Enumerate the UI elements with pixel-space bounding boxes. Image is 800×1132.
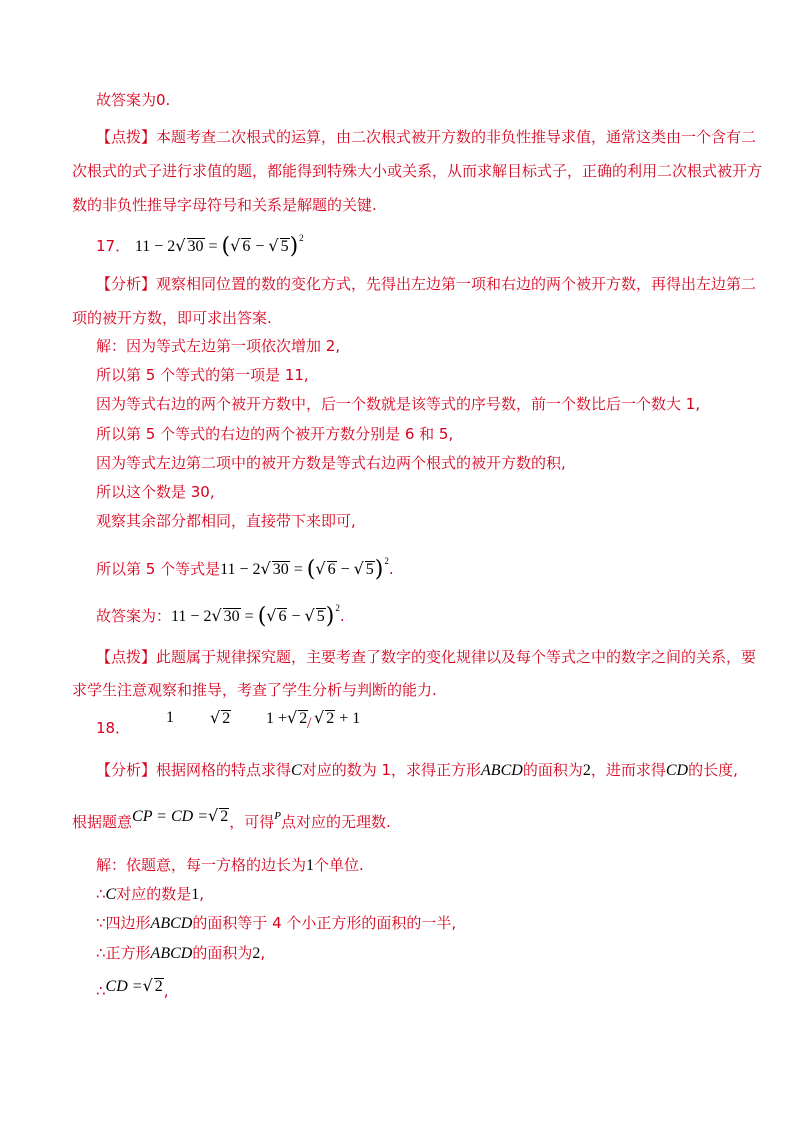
solution-18-line-5: ∴CD =√ 2, [96,976,169,1000]
solution-18-line-1: 解：依题意，每一方格的边长为1个单位. [96,856,364,874]
question-18-answer [96,718,130,738]
analysis-17-line-2: 项的被开方数，即可求出答案. [72,309,272,327]
answer-value-1: 1 [166,709,174,726]
question-17-answer [96,228,304,257]
tip-tag: 【点拨】 [96,128,157,146]
answer-separator: / [307,715,312,732]
solution-18-line-2: ∴C对应的数是1, [96,885,205,903]
solution-line-8: 所以第 5 个等式是11 − 2√ 30 = (√ 6 − √ 5)$^2$. [96,556,394,582]
solution-line-3: 因为等式右边的两个被开方数中，后一个数就是该等式的序号数，前一个数比后一个数大 1, [96,395,701,413]
solution-line-4: 所以第 5 个等式的右边的两个被开方数分别是 6 和 5, [96,425,454,443]
solution-line-6: 所以这个数是 30, [96,483,215,501]
solution-line-7: 观察其余部分都相同，直接带下来即可, [96,512,356,530]
tip-paragraph-line-3: 数的非负性推导字母符号和关系是解题的关键. [72,196,377,214]
answer-value-2: √ 2 [210,708,231,727]
analysis-17-line-1: 【分析】观察相同位置的数的变化方式，先得出左边第一项和右边的两个被开方数，再得出左边第二 [96,275,757,293]
answer-value-3: 1 +√ 2 [266,708,308,727]
answer-line: 故答案为0. [96,91,171,109]
question-number: 17． [96,237,131,255]
analysis-18-line-2: 根据题意CP = CD =√ 2，可得$^P$点对应的无理数. [72,806,391,831]
solution-18-line-4: ∴正方形ABCD的面积为2, [96,944,266,962]
tip-text: 本题考查二次根式的运算，由二次根式被开方数的非负性推导求值，通常这类由一个含有二 [156,128,757,146]
tip-tag: 【点拨】 [96,648,157,666]
tip-17-line-1: 【点拨】此题属于规律探究题，主要考查了数字的变化规律以及每个等式之中的数字之间的关系，要 [96,648,757,666]
solution-line-1: 解：因为等式左边第一项依次增加 2, [96,337,341,355]
answer-value-4: √ 2 + 1 [314,708,361,727]
solution-line-2: 所以第 5 个等式的第一项是 11, [96,366,309,384]
tip-paragraph-line-2: 次根式的式子进行求值的题，都能得到特殊大小或关系，从而求解目标式子，正确的利用二次根式被开方 [72,162,763,180]
analysis-tag: 【分析】 [96,275,157,293]
equation: 11 − 2√ 30 = (√ 6 − √ 5)$^2$ [171,603,340,629]
analysis-18-line-1: 【分析】根据网格的特点求得C对应的数为 1，求得正方形ABCD的面积为2，进而求得CD的长度, [96,761,738,779]
tip-paragraph-line-1 [96,127,756,147]
analysis-tag: 【分析】 [96,761,157,779]
solution-18-line-3: ∵四边形ABCD的面积等于 4 个小正方形的面积的一半, [96,914,457,932]
question-number: 18． [96,719,131,737]
equation: 11 − 2√ 30 = (√ 6 − √ 5)$^2$ [220,556,389,582]
equation: 11 − 2√ 30 = (√ 6 − √ 5)$^2$ [134,233,304,259]
solution-line-5: 因为等式左边第二项中的被开方数是等式右边两个根式的被开方数的积, [96,454,566,472]
tip-17-line-2: 求学生注意观察和推导，考查了学生分析与判断的能力. [72,681,437,699]
answer-17-line: 故答案为：11 − 2√ 30 = (√ 6 − √ 5)$^2$. [96,603,345,629]
